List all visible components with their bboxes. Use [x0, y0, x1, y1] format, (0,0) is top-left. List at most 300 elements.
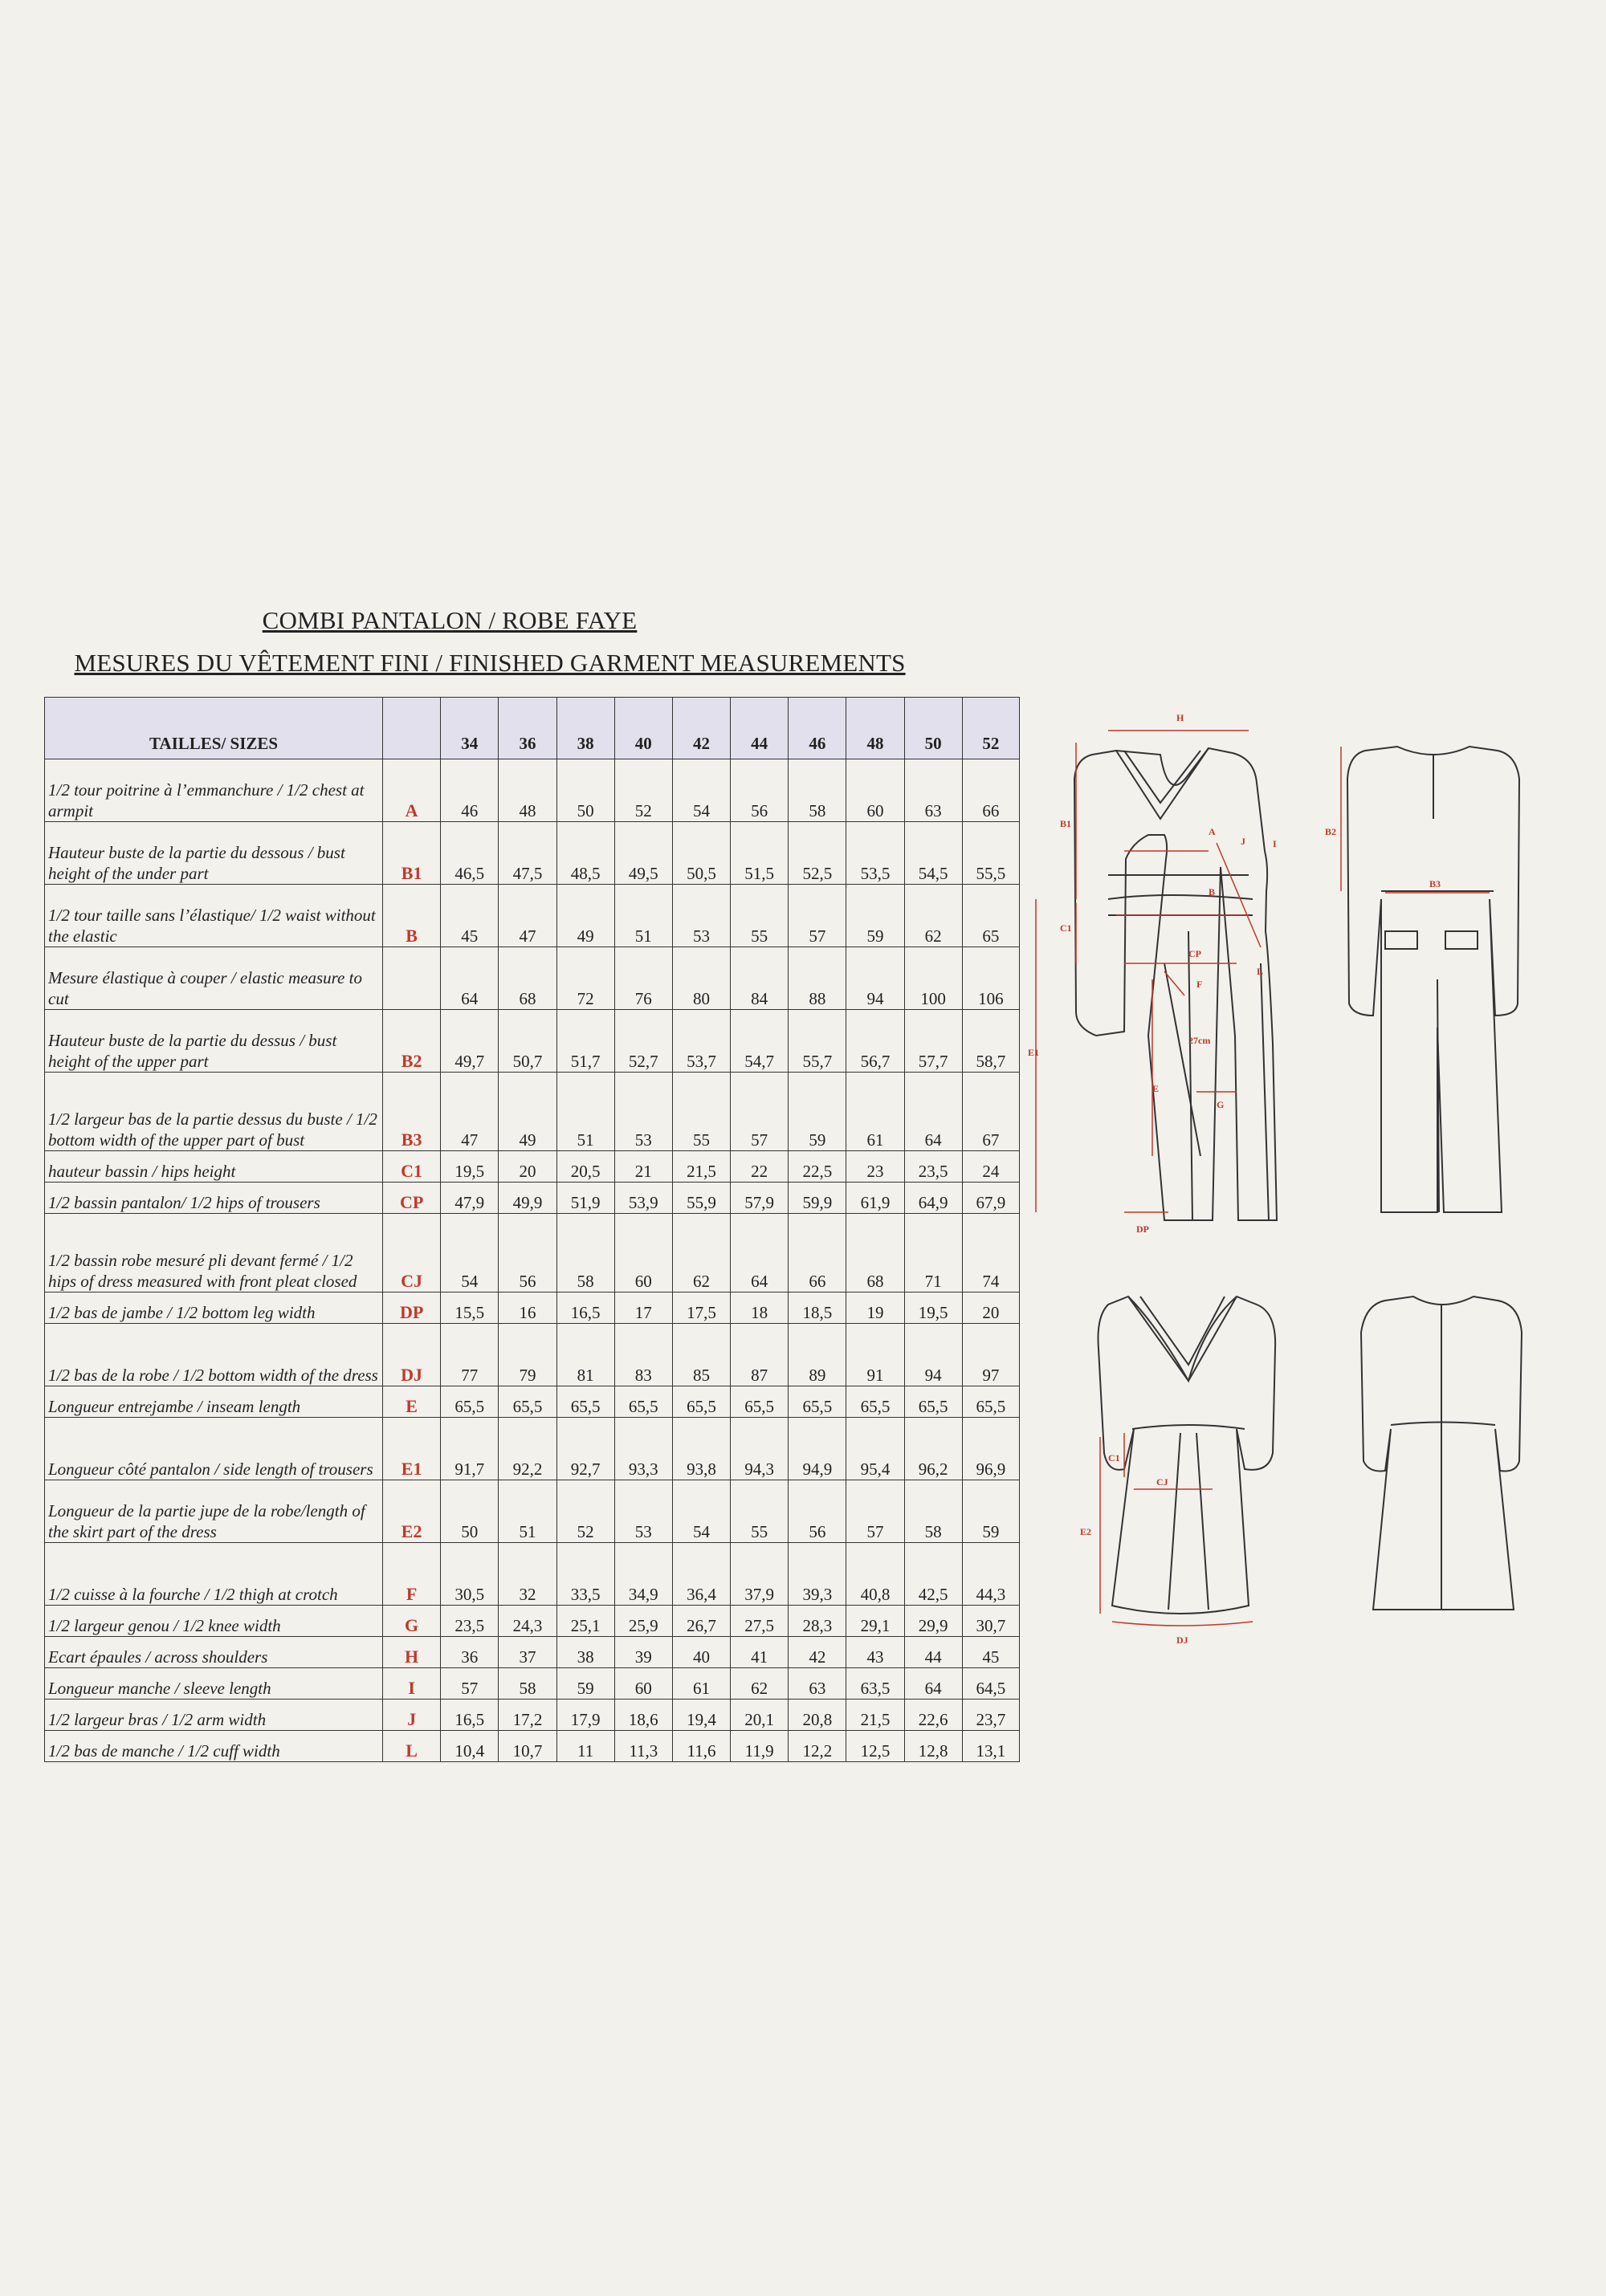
measurement-value: 54,7: [731, 1010, 789, 1073]
measurement-value: 45: [962, 1637, 1019, 1668]
measurement-value: 94,3: [731, 1418, 789, 1480]
measurement-value: 44: [904, 1637, 962, 1668]
measurement-value: 55: [731, 885, 789, 947]
measurement-value: 53,7: [672, 1010, 730, 1073]
measurement-value: 29,9: [904, 1606, 962, 1637]
measurement-value: 65,5: [731, 1386, 789, 1418]
measurement-label: Mesure élastique à couper / elastic measure to cut: [45, 947, 383, 1010]
measurement-code: L: [383, 1731, 441, 1762]
measurement-value: 91: [846, 1324, 904, 1386]
size-header: 42: [672, 698, 730, 759]
jumpsuit-back-drawing: [1317, 739, 1550, 1220]
measurement-value: 29,1: [846, 1606, 904, 1637]
label-A: A: [1209, 826, 1216, 837]
measurement-code: B1: [383, 822, 441, 885]
measurement-value: 21,5: [846, 1700, 904, 1731]
measurement-value: 11,3: [614, 1731, 672, 1762]
measurement-value: 39,3: [789, 1543, 846, 1606]
measurement-value: 94: [904, 1324, 962, 1386]
size-header: 52: [962, 698, 1019, 759]
measurement-code: F: [383, 1543, 441, 1606]
measurement-value: 55: [731, 1480, 789, 1543]
measurement-value: 50: [441, 1480, 499, 1543]
measurement-value: 58: [904, 1480, 962, 1543]
measurement-value: 65,5: [672, 1386, 730, 1418]
measurement-value: 60: [846, 759, 904, 822]
label-B3: B3: [1429, 878, 1441, 889]
measurement-value: 20: [962, 1293, 1019, 1324]
table-row: [45, 1386, 1020, 1418]
measurement-value: 38: [556, 1637, 614, 1668]
measurement-value: 23,7: [962, 1700, 1019, 1731]
measurement-value: 42,5: [904, 1543, 962, 1606]
label-DJ: DJ: [1176, 1634, 1188, 1646]
table-row: [45, 822, 1020, 885]
measurement-label: Hauteur buste de la partie du dessus / bust height of the upper part: [45, 1010, 383, 1073]
table-row: [45, 1183, 1020, 1214]
measurement-value: 57,9: [731, 1183, 789, 1214]
measurement-value: 80: [672, 947, 730, 1010]
measurement-label: 1/2 largeur bras / 1/2 arm width: [45, 1700, 383, 1731]
measurement-value: 34,9: [614, 1543, 672, 1606]
measurement-value: 68: [846, 1214, 904, 1293]
label-CP: CP: [1188, 948, 1201, 959]
measurement-value: 106: [962, 947, 1019, 1010]
measurement-label: Longueur de la partie jupe de la robe/length of the skirt part of the dress: [45, 1480, 383, 1543]
measurement-value: 28,3: [789, 1606, 846, 1637]
measurement-value: 54: [441, 1214, 499, 1293]
measurement-value: 84: [731, 947, 789, 1010]
measurement-value: 61,9: [846, 1183, 904, 1214]
measurement-value: 56: [731, 759, 789, 822]
table-row: [45, 1700, 1020, 1731]
size-header: 46: [789, 698, 846, 759]
label-C1: C1: [1108, 1452, 1120, 1463]
measurement-value: 11: [556, 1731, 614, 1762]
measurement-code: E: [383, 1386, 441, 1418]
measurement-value: 46: [441, 759, 499, 822]
measurement-value: 15,5: [441, 1293, 499, 1324]
measurement-value: 62: [672, 1214, 730, 1293]
measurement-value: 49,5: [614, 822, 672, 885]
measurement-value: 67,9: [962, 1183, 1019, 1214]
measurement-value: 65,5: [614, 1386, 672, 1418]
measurement-value: 65,5: [962, 1386, 1019, 1418]
measurement-value: 59: [556, 1668, 614, 1700]
measurement-code: B: [383, 885, 441, 947]
table-row: [45, 1543, 1020, 1606]
measurement-value: 49: [499, 1073, 556, 1151]
measurement-value: 25,9: [614, 1606, 672, 1637]
measurement-label: Ecart épaules / across shoulders: [45, 1637, 383, 1668]
measurement-value: 20,1: [731, 1700, 789, 1731]
measurement-value: 48: [499, 759, 556, 822]
measurement-value: 20,5: [556, 1151, 614, 1183]
table-row: [45, 1214, 1020, 1293]
label-B2: B2: [1325, 826, 1337, 837]
measurement-value: 89: [789, 1324, 846, 1386]
measurement-value: 81: [556, 1324, 614, 1386]
size-header: 44: [731, 698, 789, 759]
measurement-value: 53: [614, 1480, 672, 1543]
measurement-value: 18,6: [614, 1700, 672, 1731]
measurement-value: 17,2: [499, 1700, 556, 1731]
label-G: G: [1217, 1099, 1225, 1110]
measurement-value: 51,5: [731, 822, 789, 885]
measurement-label: 1/2 bassin pantalon/ 1/2 hips of trousers: [45, 1183, 383, 1214]
measurement-value: 37: [499, 1637, 556, 1668]
measurement-value: 39: [614, 1637, 672, 1668]
measurement-value: 21,5: [672, 1151, 730, 1183]
label-E1: E1: [1028, 1047, 1040, 1058]
table-row: [45, 1418, 1020, 1480]
measurement-value: 91,7: [441, 1418, 499, 1480]
measurement-value: 33,5: [556, 1543, 614, 1606]
measurement-value: 30,7: [962, 1606, 1019, 1637]
size-header: 50: [904, 698, 962, 759]
measurement-value: 44,3: [962, 1543, 1019, 1606]
table-row: [45, 1010, 1020, 1073]
measurement-value: 51: [556, 1073, 614, 1151]
measurement-value: 17,5: [672, 1293, 730, 1324]
measurement-label: hauteur bassin / hips height: [45, 1151, 383, 1183]
measurement-value: 65,5: [556, 1386, 614, 1418]
measurement-value: 41: [731, 1637, 789, 1668]
measurement-value: 24,3: [499, 1606, 556, 1637]
measurement-value: 93,3: [614, 1418, 672, 1480]
measurement-value: 97: [962, 1324, 1019, 1386]
measurement-value: 51: [499, 1480, 556, 1543]
measurement-code: I: [383, 1668, 441, 1700]
measurement-value: 66: [962, 759, 1019, 822]
measurement-value: 68: [499, 947, 556, 1010]
table-row: [45, 1480, 1020, 1543]
measurement-value: 56: [499, 1214, 556, 1293]
label-B1: B1: [1060, 818, 1072, 829]
table-header-row: [45, 698, 1020, 759]
code-header: [383, 698, 441, 759]
measurement-value: 63: [789, 1668, 846, 1700]
measurement-value: 49,9: [499, 1183, 556, 1214]
measurement-value: 20,8: [789, 1700, 846, 1731]
label-E2: E2: [1080, 1526, 1092, 1537]
table-row: [45, 1324, 1020, 1386]
measurement-value: 72: [556, 947, 614, 1010]
table-row: [45, 1606, 1020, 1637]
measurement-code: [383, 947, 441, 1010]
sizes-header-label: TAILLES/ SIZES: [45, 698, 383, 759]
measurement-label: 1/2 tour poitrine à l’emmanchure / 1/2 chest at armpit: [45, 759, 383, 822]
label-E: E: [1152, 1083, 1160, 1094]
measurement-code: J: [383, 1700, 441, 1731]
measurement-value: 47,9: [441, 1183, 499, 1214]
measurement-value: 22,6: [904, 1700, 962, 1731]
measurement-value: 22: [731, 1151, 789, 1183]
measurement-value: 49,7: [441, 1010, 499, 1073]
measurement-value: 19,5: [441, 1151, 499, 1183]
measurement-value: 19: [846, 1293, 904, 1324]
measurement-value: 92,2: [499, 1418, 556, 1480]
measurement-code: B2: [383, 1010, 441, 1073]
table-row: [45, 1151, 1020, 1183]
measurement-value: 32: [499, 1543, 556, 1606]
measurement-value: 94: [846, 947, 904, 1010]
measurement-value: 50: [556, 759, 614, 822]
measurement-value: 96,9: [962, 1418, 1019, 1480]
label-H: H: [1176, 712, 1184, 723]
table-row: [45, 1731, 1020, 1762]
measurement-value: 49: [556, 885, 614, 947]
measurement-value: 94,9: [789, 1418, 846, 1480]
measurement-value: 46,5: [441, 822, 499, 885]
measurement-label: Longueur manche / sleeve length: [45, 1668, 383, 1700]
measurement-value: 52: [614, 759, 672, 822]
measurement-code: E1: [383, 1418, 441, 1480]
measurement-value: 53,9: [614, 1183, 672, 1214]
measurement-value: 45: [441, 885, 499, 947]
table-row: [45, 885, 1020, 947]
measurement-value: 62: [731, 1668, 789, 1700]
measurement-value: 53: [672, 885, 730, 947]
measurement-value: 87: [731, 1324, 789, 1386]
measurement-value: 16,5: [441, 1700, 499, 1731]
measurement-value: 77: [441, 1324, 499, 1386]
size-header: 36: [499, 698, 556, 759]
measurement-value: 65,5: [846, 1386, 904, 1418]
measurement-value: 42: [789, 1637, 846, 1668]
measurement-value: 40: [672, 1637, 730, 1668]
table-row: [45, 947, 1020, 1010]
measurement-value: 65,5: [499, 1386, 556, 1418]
label-27cm: 27cm: [1188, 1035, 1211, 1046]
measurement-value: 50,5: [672, 822, 730, 885]
measurement-code: C1: [383, 1151, 441, 1183]
measurement-label: Longueur côté pantalon / side length of trousers: [45, 1418, 383, 1480]
measurement-value: 17: [614, 1293, 672, 1324]
measurement-value: 55: [672, 1073, 730, 1151]
measurement-value: 64,9: [904, 1183, 962, 1214]
measurement-value: 95,4: [846, 1418, 904, 1480]
measurement-value: 54: [672, 1480, 730, 1543]
measurement-value: 54: [672, 759, 730, 822]
measurement-value: 51,9: [556, 1183, 614, 1214]
label-CJ: CJ: [1156, 1476, 1168, 1488]
measurement-value: 36,4: [672, 1543, 730, 1606]
measurement-label: 1/2 largeur genou / 1/2 knee width: [45, 1606, 383, 1637]
measurement-value: 59: [789, 1073, 846, 1151]
measurement-value: 54,5: [904, 822, 962, 885]
measurement-value: 58: [499, 1668, 556, 1700]
measurement-value: 65,5: [441, 1386, 499, 1418]
table-row: [45, 759, 1020, 822]
measurement-code: A: [383, 759, 441, 822]
measurements-table: [44, 697, 1020, 1762]
measurement-code: CP: [383, 1183, 441, 1214]
measurement-value: 10,7: [499, 1731, 556, 1762]
measurement-label: 1/2 largeur bas de la partie dessus du buste / 1/2 bottom width of the upper part of bust: [45, 1073, 383, 1151]
measurement-value: 51,7: [556, 1010, 614, 1073]
measurement-value: 85: [672, 1324, 730, 1386]
measurement-value: 57: [846, 1480, 904, 1543]
measurement-value: 19,5: [904, 1293, 962, 1324]
label-C1: C1: [1060, 922, 1072, 934]
measurement-value: 64: [441, 947, 499, 1010]
table-row: [45, 1293, 1020, 1324]
measurement-value: 52: [556, 1480, 614, 1543]
measurement-value: 16: [499, 1293, 556, 1324]
measurement-value: 60: [614, 1668, 672, 1700]
measurement-value: 64: [904, 1668, 962, 1700]
measurement-value: 63,5: [846, 1668, 904, 1700]
measurement-value: 23,5: [441, 1606, 499, 1637]
measurement-value: 48,5: [556, 822, 614, 885]
measurement-value: 12,5: [846, 1731, 904, 1762]
measurement-value: 51: [614, 885, 672, 947]
measurement-label: 1/2 tour taille sans l’élastique/ 1/2 waist without the elastic: [45, 885, 383, 947]
measurement-value: 59: [962, 1480, 1019, 1543]
measurement-label: Hauteur buste de la partie du dessous / bust height of the under part: [45, 822, 383, 885]
measurement-value: 88: [789, 947, 846, 1010]
measurement-value: 20: [499, 1151, 556, 1183]
measurement-value: 66: [789, 1214, 846, 1293]
measurement-value: 100: [904, 947, 962, 1010]
measurement-value: 37,9: [731, 1543, 789, 1606]
measurement-value: 67: [962, 1073, 1019, 1151]
measurement-value: 83: [614, 1324, 672, 1386]
measurement-code: DJ: [383, 1324, 441, 1386]
dress-back-drawing: [1341, 1293, 1542, 1630]
measurement-value: 60: [614, 1214, 672, 1293]
measurement-value: 17,9: [556, 1700, 614, 1731]
measurement-value: 55,7: [789, 1010, 846, 1073]
measurement-value: 55,9: [672, 1183, 730, 1214]
size-header: 34: [441, 698, 499, 759]
size-header: 48: [846, 698, 904, 759]
measurement-value: 36: [441, 1637, 499, 1668]
table-row: [45, 1073, 1020, 1151]
size-header: 38: [556, 698, 614, 759]
measurement-value: 18,5: [789, 1293, 846, 1324]
measurement-value: 57: [789, 885, 846, 947]
measurement-value: 59,9: [789, 1183, 846, 1214]
measurement-value: 58: [789, 759, 846, 822]
measurement-value: 74: [962, 1214, 1019, 1293]
measurement-value: 76: [614, 947, 672, 1010]
measurement-value: 50,7: [499, 1010, 556, 1073]
measurement-code: H: [383, 1637, 441, 1668]
measurement-value: 56,7: [846, 1010, 904, 1073]
measurement-value: 10,4: [441, 1731, 499, 1762]
measurement-value: 63: [904, 759, 962, 822]
measurement-label: 1/2 bas de la robe / 1/2 bottom width of the dress: [45, 1324, 383, 1386]
measurement-value: 64,5: [962, 1668, 1019, 1700]
measurement-value: 52,7: [614, 1010, 672, 1073]
measurement-value: 47: [441, 1073, 499, 1151]
table-row: [45, 1637, 1020, 1668]
measurement-value: 55,5: [962, 822, 1019, 885]
measurement-value: 57,7: [904, 1010, 962, 1073]
measurement-value: 40,8: [846, 1543, 904, 1606]
measurement-value: 61: [846, 1073, 904, 1151]
measurement-value: 64: [731, 1214, 789, 1293]
label-F: F: [1196, 979, 1203, 990]
measurement-value: 96,2: [904, 1418, 962, 1480]
measurement-value: 11,9: [731, 1731, 789, 1762]
measurement-value: 57: [731, 1073, 789, 1151]
measurement-value: 47,5: [499, 822, 556, 885]
measurement-value: 65,5: [904, 1386, 962, 1418]
measurement-value: 52,5: [789, 822, 846, 885]
measurement-value: 12,2: [789, 1731, 846, 1762]
measurement-value: 58: [556, 1214, 614, 1293]
measurement-value: 23: [846, 1151, 904, 1183]
measurement-value: 93,8: [672, 1418, 730, 1480]
measurement-label: 1/2 bas de jambe / 1/2 bottom leg width: [45, 1293, 383, 1324]
measurement-value: 43: [846, 1637, 904, 1668]
measurement-value: 71: [904, 1214, 962, 1293]
measurement-value: 22,5: [789, 1151, 846, 1183]
measurement-value: 27,5: [731, 1606, 789, 1637]
measurement-value: 24: [962, 1151, 1019, 1183]
measurement-value: 64: [904, 1073, 962, 1151]
label-B: B: [1209, 886, 1216, 898]
measurement-label: 1/2 bas de manche / 1/2 cuff width: [45, 1731, 383, 1762]
measurement-value: 53: [614, 1073, 672, 1151]
measurement-code: DP: [383, 1293, 441, 1324]
document-subtitle: MESURES DU VÊTEMENT FINI / FINISHED GARMENT MEASUREMENTS: [74, 649, 906, 677]
measurement-value: 30,5: [441, 1543, 499, 1606]
measurement-value: 65,5: [789, 1386, 846, 1418]
measurement-value: 47: [499, 885, 556, 947]
measurement-value: 58,7: [962, 1010, 1019, 1073]
measurement-value: 56: [789, 1480, 846, 1543]
measurement-code: G: [383, 1606, 441, 1637]
measurement-label: Longueur entrejambe / inseam length: [45, 1386, 383, 1418]
measurement-label: 1/2 bassin robe mesuré pli devant fermé / 1/2 hips of dress measured with front pleat closed: [45, 1214, 383, 1293]
label-L: L: [1257, 966, 1264, 977]
label-J: J: [1241, 836, 1245, 847]
measurement-value: 79: [499, 1324, 556, 1386]
jumpsuit-front-drawing: [1028, 706, 1309, 1236]
measurement-value: 16,5: [556, 1293, 614, 1324]
measurement-code: B3: [383, 1073, 441, 1151]
measurement-value: 11,6: [672, 1731, 730, 1762]
table-row: [45, 1668, 1020, 1700]
measurement-value: 21: [614, 1151, 672, 1183]
dress-front-drawing: [1076, 1284, 1301, 1646]
measurement-value: 62: [904, 885, 962, 947]
document-title: COMBI PANTALON / ROBE FAYE: [262, 606, 638, 634]
measurement-value: 13,1: [962, 1731, 1019, 1762]
measurement-value: 25,1: [556, 1606, 614, 1637]
measurement-value: 53,5: [846, 822, 904, 885]
measurement-value: 18: [731, 1293, 789, 1324]
measurement-value: 23,5: [904, 1151, 962, 1183]
measurement-code: E2: [383, 1480, 441, 1543]
measurement-value: 19,4: [672, 1700, 730, 1731]
measurement-value: 92,7: [556, 1418, 614, 1480]
measurement-value: 59: [846, 885, 904, 947]
measurement-value: 12,8: [904, 1731, 962, 1762]
label-DP: DP: [1136, 1223, 1149, 1235]
measurement-value: 61: [672, 1668, 730, 1700]
measurement-value: 26,7: [672, 1606, 730, 1637]
measurement-code: CJ: [383, 1214, 441, 1293]
size-header: 40: [614, 698, 672, 759]
measurement-label: 1/2 cuisse à la fourche / 1/2 thigh at crotch: [45, 1543, 383, 1606]
measurement-value: 57: [441, 1668, 499, 1700]
measurement-value: 65: [962, 885, 1019, 947]
